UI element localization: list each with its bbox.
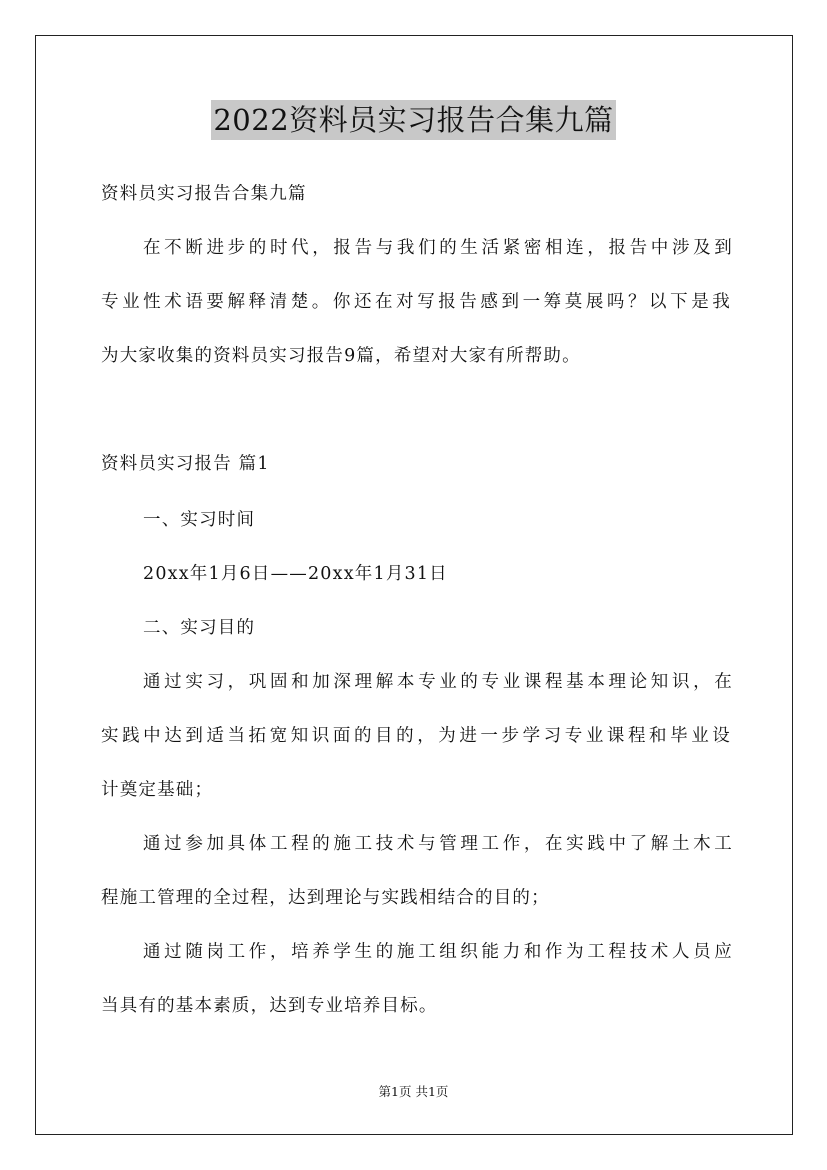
purpose-para3-line2: 当具有的基本素质，达到专业培养目标。: [101, 996, 438, 1016]
section-heading: 资料员实习报告 篇1: [101, 454, 270, 474]
purpose-para3-line1: 通过随岗工作，培养学生的施工组织能力和作为工程技术人员应: [143, 942, 733, 962]
purpose-para1-line1: 通过实习，巩固和加深理解本专业的专业课程基本理论知识，在: [143, 672, 733, 692]
purpose-para2-line1: 通过参加具体工程的施工技术与管理工作，在实践中了解土木工: [143, 834, 733, 854]
title-container: [0, 100, 827, 140]
document-title: 2022资料员实习报告合集九篇: [211, 100, 615, 140]
internship-date-range: 20xx年1月6日——20xx年1月31日: [143, 564, 448, 584]
heading-internship-time: 一、实习时间: [143, 510, 256, 530]
intro-line-3: 为大家收集的资料员实习报告9篇，希望对大家有所帮助。: [101, 346, 581, 366]
heading-internship-purpose: 二、实习目的: [143, 618, 256, 638]
subtitle-line: 资料员实习报告合集九篇: [101, 184, 307, 204]
page-footer: 第1页 共1页: [378, 1084, 449, 1099]
purpose-para2-line2: 程施工管理的全过程，达到理论与实践相结合的目的；: [101, 888, 550, 908]
intro-line-2: 专业性术语要解释清楚。你还在对写报告感到一筹莫展吗？以下是我: [101, 292, 731, 312]
purpose-para1-line3: 计奠定基础；: [101, 780, 214, 800]
purpose-para1-line2: 实践中达到适当拓宽知识面的目的，为进一步学习专业课程和毕业设: [101, 726, 731, 746]
intro-line-1: 在不断进步的时代，报告与我们的生活紧密相连，报告中涉及到: [143, 238, 733, 258]
